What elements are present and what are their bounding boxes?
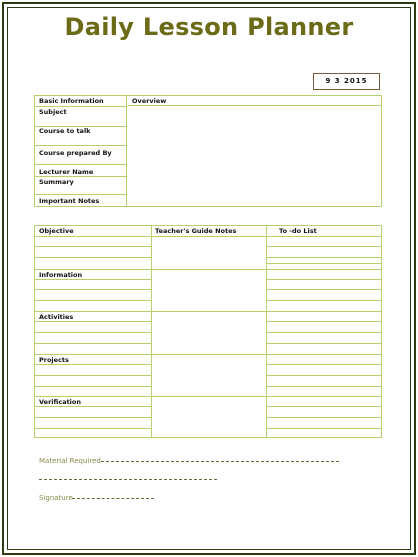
course-to-talk-label: Course to talk bbox=[39, 127, 91, 135]
row-line bbox=[35, 289, 151, 290]
row-line bbox=[266, 246, 381, 247]
row-line bbox=[35, 257, 151, 258]
row-line bbox=[266, 386, 381, 387]
row-line bbox=[266, 263, 381, 264]
info-row-divider bbox=[35, 145, 127, 146]
projects-label: Projects bbox=[39, 356, 69, 364]
important-notes-label: Important Notes bbox=[39, 197, 100, 205]
section-divider bbox=[35, 354, 381, 355]
section-divider bbox=[35, 396, 381, 397]
row-line bbox=[266, 428, 381, 429]
basic-information-label: Basic Information bbox=[39, 97, 104, 105]
signature-line bbox=[72, 498, 154, 499]
row-line bbox=[35, 343, 151, 344]
info-row-divider bbox=[35, 176, 127, 177]
row-line bbox=[266, 406, 381, 407]
section-divider bbox=[35, 311, 381, 312]
row-line bbox=[35, 279, 151, 280]
course-prepared-by-label: Course prepared By bbox=[39, 149, 112, 157]
plan-table bbox=[34, 225, 382, 438]
row-line bbox=[266, 417, 381, 418]
summary-label: Summary bbox=[39, 178, 74, 186]
date-box: 9 3 2015 bbox=[313, 73, 380, 90]
row-line bbox=[266, 332, 381, 333]
overview-label: Overview bbox=[132, 97, 167, 105]
objective-header: Objective bbox=[39, 227, 74, 235]
lecturer-name-label: Lecturer Name bbox=[39, 168, 94, 176]
material-required-line-2 bbox=[39, 479, 217, 480]
header-divider bbox=[35, 236, 381, 237]
row-line bbox=[35, 300, 151, 301]
activities-label: Activities bbox=[39, 313, 74, 321]
row-line bbox=[35, 428, 151, 429]
row-line bbox=[35, 386, 151, 387]
row-line bbox=[35, 406, 151, 407]
row-line bbox=[266, 279, 381, 280]
row-line bbox=[35, 364, 151, 365]
info-row-divider bbox=[35, 106, 127, 107]
row-line bbox=[266, 257, 381, 258]
verification-label: Verification bbox=[39, 398, 82, 406]
row-line bbox=[35, 332, 151, 333]
page-title: Daily Lesson Planner bbox=[64, 13, 354, 41]
material-required-line bbox=[101, 461, 339, 462]
row-line bbox=[35, 375, 151, 376]
row-line bbox=[35, 246, 151, 247]
signature-label: Signature bbox=[39, 494, 73, 502]
row-line bbox=[266, 375, 381, 376]
row-line bbox=[35, 417, 151, 418]
info-row-divider bbox=[35, 194, 127, 195]
row-line bbox=[266, 289, 381, 290]
info-row-divider bbox=[35, 164, 127, 165]
row-line bbox=[266, 321, 381, 322]
subject-label: Subject bbox=[39, 108, 67, 116]
teachers-guide-notes-header: Teacher's Guide Notes bbox=[155, 227, 237, 235]
row-line bbox=[35, 321, 151, 322]
row-line bbox=[266, 343, 381, 344]
column-divider bbox=[151, 226, 152, 437]
information-label: Information bbox=[39, 271, 83, 279]
material-required-label: Material Required bbox=[39, 457, 101, 465]
section-divider bbox=[35, 269, 381, 270]
row-line bbox=[266, 300, 381, 301]
todo-list-header: To -do List bbox=[279, 227, 317, 235]
row-line bbox=[266, 364, 381, 365]
info-table bbox=[34, 95, 382, 207]
